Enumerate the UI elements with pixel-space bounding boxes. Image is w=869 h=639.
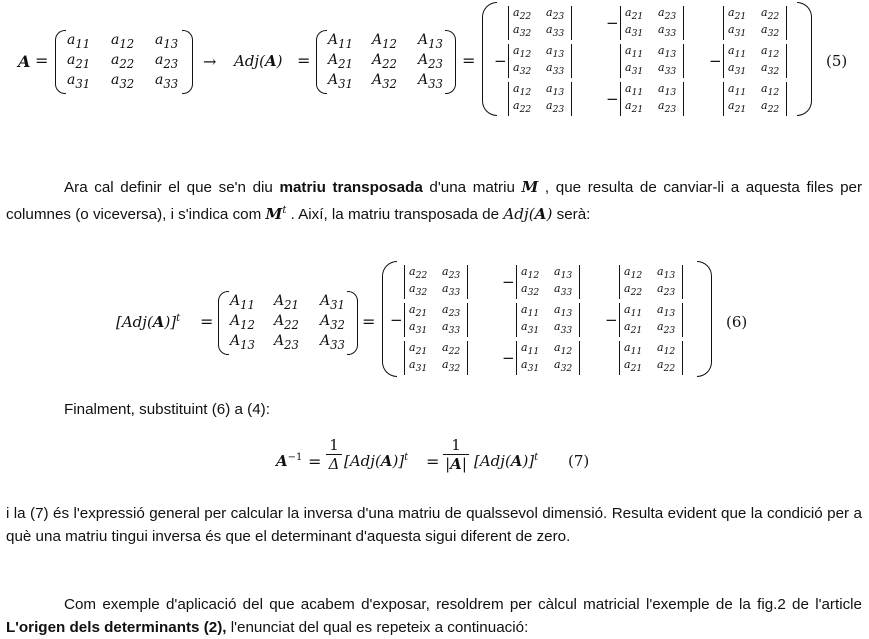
minor-determinant: $a_{11}$ $a_{13}$ $a_{21}$ $a_{23}$ (620, 82, 684, 116)
minor-determinant: $a_{12}$ $a_{13}$ $a_{32}$ $a_{33}$ (516, 265, 580, 299)
minor-determinant: $a_{12}$ $a_{13}$ $a_{22}$ $a_{23}$ (619, 265, 683, 299)
minus-sign: − (390, 311, 403, 329)
minus-sign: − (502, 349, 515, 367)
equation-5: A = $a_{11}$ $a_{12}$ $a_{13}$ $a_{21}$ $a_{22}$ $a_{23}$ $a_{31}$ $a_{32}$ $a_{33}$ → Adj(A) = $A_{11}$ $A_{12}$ $A_{13}$ $A_{21}$ $A_{22}$ $A_{23}$ $A_{31}$ $A_{32}$ $A_{33}$ = $a_{22}$ $a_{23}$ $a_{32}$ $a_{33}$ − $a_{21}$ $a_{23}$ $a_{31}$ $a_{33}$ $a_{21}$ $a_{22}$ $a_{31}$ $a_{32}$ − $a_{12}$ $a_{13}$ $a_{32}$ $a_{33}$ $a_{11}$ $a_{13}$ $a_{31}$ $a_{33}$ − $a_{11}$ $a_{12}$ $a_{31}$ $a_{32}$ $a_{12}$ $a_{13}$ $a_{22}$ $a_{23}$ − $a_{11}$ $a_{13}$ $a_{21}$ $a_{23}$ $a_{11}$ $a_{12}$ $a_{21}$ $a_{22}$ (5) (0, 0, 869, 120)
eq6-matrix-cap-a-t: $A_{11}$ $A_{21}$ $A_{31}$ $A_{12}$ $A_{22}$ $A_{32}$ $A_{13}$ $A_{23}$ $A_{33}$ (218, 291, 358, 355)
equation-6: $[Adj(A)]^t$ = $A_{11}$ $A_{21}$ $A_{31}$ $A_{12}$ $A_{22}$ $A_{32}$ $A_{13}$ $A_{23}$ $A_{33}$ = $a_{22}$ $a_{23}$ $a_{32}$ $a_{33}$ − $a_{12}$ $a_{13}$ $a_{32}$ $a_{33}$ $a_{12}$ $a_{13}$ $a_{22}$ $a_{23}$ − $a_{21}$ $a_{23}$ $a_{31}$ $a_{33}$ $a_{11}$ $a_{13}$ $a_{31}$ $a_{33}$ − $a_{11}$ $a_{13}$ $a_{21}$ $a_{23}$ $a_{21}$ $a_{22}$ $a_{31}$ $a_{32}$ − $a_{11}$ $a_{12}$ $a_{31}$ $a_{32}$ $a_{11}$ $a_{12}$ $a_{21}$ $a_{22}$ (6) (0, 255, 869, 380)
minor-determinant: $a_{11}$ $a_{12}$ $a_{31}$ $a_{32}$ (516, 341, 580, 375)
minor-determinant: $a_{12}$ $a_{13}$ $a_{32}$ $a_{33}$ (508, 44, 572, 78)
eq7-label: (7) (568, 452, 590, 470)
term-transposed-matrix: matriu transposada (279, 179, 423, 196)
minor-determinant: $a_{21}$ $a_{23}$ $a_{31}$ $a_{33}$ (620, 6, 684, 40)
minor-determinant: $a_{12}$ $a_{13}$ $a_{22}$ $a_{23}$ (508, 82, 572, 116)
minor-determinant: $a_{11}$ $a_{13}$ $a_{21}$ $a_{23}$ (619, 303, 683, 337)
minor-determinant: $a_{11}$ $a_{12}$ $a_{21}$ $a_{22}$ (723, 82, 787, 116)
equation-7: $A^{-1}$ = $\frac{1}{\Delta}$ $[Adj(A)]^t$ = $\frac{1}{|A|}$ $[Adj(A)]^t$ (7) (276, 436, 590, 473)
paragraph-finally: Finalment, substituint (6) a (4): (64, 401, 270, 418)
paragraph-example: Com exemple d'aplicació del que acabem d'exposar, resoldrem per càlcul matricial l'exemple de la fig.2 de l'article L'origen dels determinants (2), l'enunciat del qual es repeteix a continuació: (6, 596, 862, 636)
eq5-label: (5) (826, 52, 848, 70)
eq6-label: (6) (726, 313, 748, 331)
eq5-adj: Adj(A) (234, 52, 283, 70)
minor-determinant: $a_{22}$ $a_{23}$ $a_{32}$ $a_{33}$ (404, 265, 468, 299)
eq6-lhs: $[Adj(A)]^t$ (116, 313, 181, 331)
minus-sign: − (606, 90, 619, 108)
minor-determinant: $a_{11}$ $a_{13}$ $a_{31}$ $a_{33}$ (516, 303, 580, 337)
eq7-lhs: $A^{-1}$ (276, 452, 303, 470)
minor-determinant: $a_{21}$ $a_{22}$ $a_{31}$ $a_{32}$ (404, 341, 468, 375)
minor-determinant: $a_{11}$ $a_{12}$ $a_{21}$ $a_{22}$ (619, 341, 683, 375)
paragraph-general-expression: i la (7) és l'expressió general per calcular la inversa d'una matriu de qualssevol dimensió. Resulta evident que la condició per a què una matriu tingui inversa és que el determinant d'aquesta sigui diferent de zero. (6, 505, 862, 545)
eq5-matrix-a: $a_{11}$ $a_{12}$ $a_{13}$ $a_{21}$ $a_{22}$ $a_{23}$ $a_{31}$ $a_{32}$ $a_{33}$ (55, 30, 193, 94)
minor-determinant: $a_{11}$ $a_{12}$ $a_{31}$ $a_{32}$ (723, 44, 787, 78)
eq7-fraction-delta: $\frac{1}{\Delta}$ (326, 436, 342, 473)
minus-sign: − (494, 52, 507, 70)
eq7-fraction-det: $\frac{1}{|A|}$ (443, 436, 469, 473)
minor-determinant: $a_{11}$ $a_{13}$ $a_{31}$ $a_{33}$ (620, 44, 684, 78)
eq5-arrow: → (203, 52, 217, 71)
minus-sign: − (502, 273, 515, 291)
minus-sign: − (605, 311, 618, 329)
eq5-matrix-cap-a: $A_{11}$ $A_{12}$ $A_{13}$ $A_{21}$ $A_{22}$ $A_{23}$ $A_{31}$ $A_{32}$ $A_{33}$ (316, 30, 456, 94)
eq5-lhs: A (18, 52, 31, 71)
minus-sign: − (709, 52, 722, 70)
minor-determinant: $a_{22}$ $a_{23}$ $a_{32}$ $a_{33}$ (508, 6, 572, 40)
minor-determinant: $a_{21}$ $a_{23}$ $a_{31}$ $a_{33}$ (404, 303, 468, 337)
article-title: L'origen dels determinants (2), (6, 618, 227, 636)
minor-determinant: $a_{21}$ $a_{22}$ $a_{31}$ $a_{32}$ (723, 6, 787, 40)
paragraph-transposed: Ara cal definir el que se'n diu matriu transposada d'una matriu M , que resulta de canviar-li a aquesta files per columnes (o viceversa), i s'indica com $M^t$ . Així, la matriu transposada de Adj(A) serà: (6, 178, 863, 223)
minus-sign: − (606, 14, 619, 32)
